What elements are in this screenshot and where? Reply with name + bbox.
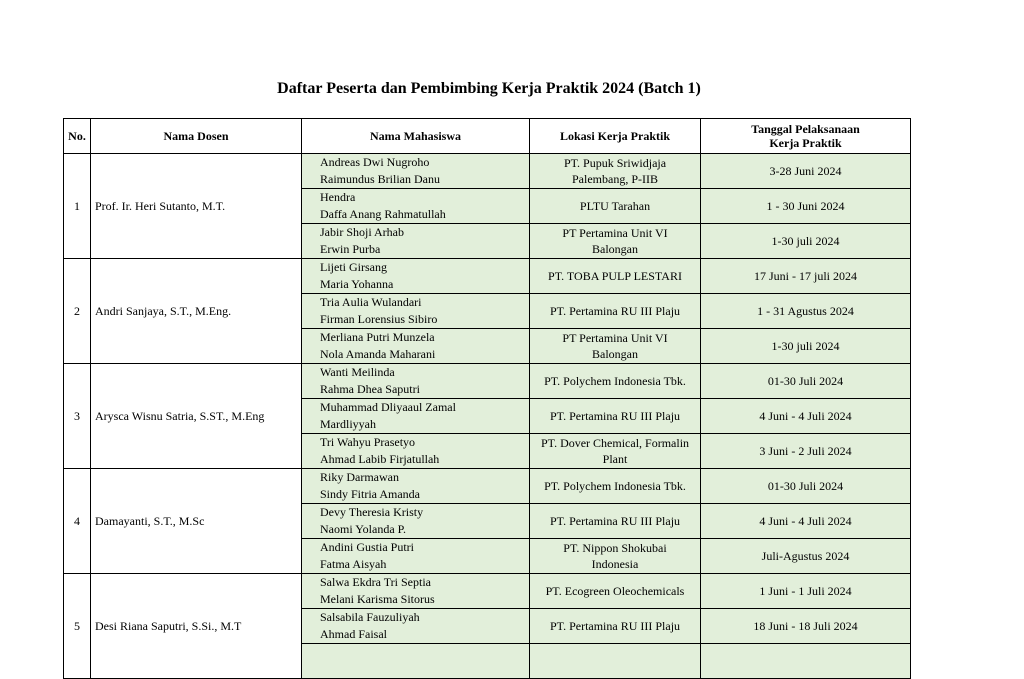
student-names-line: Hendra [320,190,356,204]
table-row [64,364,911,399]
student-names [302,329,530,364]
dosen-name: Desi Riana Saputri, S.Si., M.T [91,574,302,679]
table-row [64,469,911,504]
student-names-line: Merliana Putri Munzela [320,330,435,344]
internship-date [701,644,911,679]
student-names-line: Fatma Aisyah [320,557,387,571]
internship-location [530,574,701,609]
internship-date-line: Juli-Agustus 2024 [761,548,850,563]
internship-location-line: Palembang, P-IIB [572,172,658,186]
student-names-line: Tri Wahyu Prasetyo [320,435,416,449]
internship-date [701,434,911,469]
student-names-line: Jabir Shoji Arhab [320,225,404,239]
row-number: 3 [64,364,91,469]
student-names-line: Firman Lorensius Sibiro [320,312,438,326]
internship-location [530,504,701,539]
student-names-line: Naomi Yolanda P. [320,522,407,536]
internship-location-line: PT. Polychem Indonesia Tbk. [544,374,686,388]
internship-location [530,399,701,434]
student-names-line: Salwa Ekdra Tri Septia [320,575,431,589]
internship-date [701,259,911,294]
internship-location-line: PT. Ecogreen Oleochemicals [545,584,685,598]
student-names-line: Wanti Meilinda [320,365,395,379]
internship-location-line: PT. Pertamina RU III Plaju [549,409,681,423]
dosen-name: Arysca Wisnu Satria, S.ST., M.Eng [91,364,302,469]
internship-location [530,189,701,224]
row-number: 4 [64,469,91,574]
student-names [302,399,530,434]
internship-date-line: 18 Juni - 18 Juli 2024 [753,618,858,633]
internship-location-line: PT Pertamina Unit VI [562,331,668,345]
internship-location-line: Balongan [592,242,638,256]
dosen-name: Damayanti, S.T., M.Sc [91,469,302,574]
internship-location [530,434,701,469]
row-number: 5 [64,574,91,679]
internship-location-line: PT. Pertamina RU III Plaju [549,619,681,633]
student-names-line: Nola Amanda Maharani [320,347,436,361]
internship-location-line: PT. TOBA PULP LESTARI [548,269,682,283]
internship-location [530,609,701,644]
internship-location-line: PT. Pertamina RU III Plaju [549,304,681,318]
internship-date-line: 01-30 Juli 2024 [767,373,844,388]
internship-date-line: 1 - 30 Juni 2024 [766,198,845,213]
internship-location-line: PT Pertamina Unit VI [562,226,668,240]
table-header-row [64,119,911,154]
internship-date [701,574,911,609]
internship-date [701,504,911,539]
internship-date-line: 4 Juni - 4 Juli 2024 [759,513,852,528]
student-names [302,259,530,294]
table-row [64,574,911,609]
student-names-line: Riky Darmawan [320,470,399,484]
row-number: 2 [64,259,91,364]
student-names [302,504,530,539]
student-names [302,294,530,329]
header-no: No. [64,119,91,154]
header-mahasiswa: Nama Mahasiswa [302,119,530,154]
internship-location [530,294,701,329]
internship-location [530,259,701,294]
internship-location-line: Balongan [592,347,638,361]
internship-location-line: PT. Polychem Indonesia Tbk. [544,479,686,493]
internship-location-line: Plant [602,452,628,466]
internship-date [701,294,911,329]
internship-date [701,539,911,574]
student-names [302,434,530,469]
student-names-line: Muhammad Dliyaaul Zamal [320,400,456,414]
internship-date [701,609,911,644]
student-names [302,189,530,224]
student-names-line: Ahmad Faisal [320,627,387,641]
student-names-line: Andreas Dwi Nugroho [320,155,430,169]
internship-location-line: Indonesia [591,557,639,571]
student-names-line: Melani Karisma Sitorus [320,592,435,606]
internship-location-line: PT. Pupuk Sriwidjaja [563,156,667,170]
internship-date-line: 3 Juni - 2 Juli 2024 [759,443,852,458]
header-tanggal-line1: Tanggal Pelaksanaan [751,122,860,136]
internship-date [701,154,911,189]
internship-location [530,154,701,189]
student-names [302,469,530,504]
student-names [302,644,530,679]
internship-date-line: 1-30 juli 2024 [771,233,840,248]
internship-date [701,399,911,434]
internship-location [530,644,701,679]
internship-location [530,224,701,259]
dosen-name: Prof. Ir. Heri Sutanto, M.T. [91,154,302,259]
header-dosen: Nama Dosen [91,119,302,154]
student-names-line: Devy Theresia Kristy [320,505,424,519]
student-names-line: Rahma Dhea Saputri [320,382,420,396]
student-names [302,609,530,644]
student-names [302,539,530,574]
student-names [302,574,530,609]
internship-location [530,539,701,574]
student-names [302,364,530,399]
student-names-line: Maria Yohanna [320,277,394,291]
internship-location-line: PT. Pertamina RU III Plaju [549,514,681,528]
internship-date [701,364,911,399]
student-names [302,154,530,189]
student-names-line: Salsabila Fauzuliyah [320,610,420,624]
student-names-line: Daffa Anang Rahmatullah [320,207,446,221]
internship-date [701,329,911,364]
student-names-line: Lijeti Girsang [320,260,387,274]
table-row [64,154,911,189]
header-tanggal [701,119,911,154]
header-tanggal-line2: Kerja Praktik [769,136,842,150]
participant-table [63,118,911,679]
internship-location [530,329,701,364]
dosen-name: Andri Sanjaya, S.T., M.Eng. [91,259,302,364]
internship-date-line: 4 Juni - 4 Juli 2024 [759,408,852,423]
internship-date-line: 1 - 31 Agustus 2024 [757,303,854,318]
student-names [302,224,530,259]
header-lokasi: Lokasi Kerja Praktik [530,119,701,154]
internship-location-line: PT. Dover Chemical, Formalin [540,436,690,450]
student-names-line: Erwin Purba [320,242,381,256]
internship-date-line: 1 Juni - 1 Juli 2024 [759,583,852,598]
internship-date [701,189,911,224]
student-names-line: Tria Aulia Wulandari [320,295,422,309]
internship-location-line: PLTU Tarahan [579,199,651,213]
table-row [64,259,911,294]
student-names-line: Raimundus Brilian Danu [320,172,440,186]
student-names-line: Sindy Fitria Amanda [320,487,420,501]
internship-location [530,469,701,504]
internship-date [701,224,911,259]
internship-date [701,469,911,504]
internship-date-line: 01-30 Juli 2024 [767,478,844,493]
internship-location [530,364,701,399]
internship-location-line: PT. Nippon Shokubai [563,541,667,555]
page-title: Daftar Peserta dan Pembimbing Kerja Praktik 2024 (Batch 1) [277,80,701,97]
table-body [64,154,911,679]
internship-date-line: 3-28 Juni 2024 [769,163,842,178]
internship-date-line: 17 Juni - 17 juli 2024 [753,268,857,283]
student-names-line: Mardliyyah [320,417,376,431]
internship-date-line: 1-30 juli 2024 [771,338,840,353]
student-names-line: Andini Gustia Putri [320,540,415,554]
student-names-line: Ahmad Labib Firjatullah [320,452,440,466]
row-number: 1 [64,154,91,259]
